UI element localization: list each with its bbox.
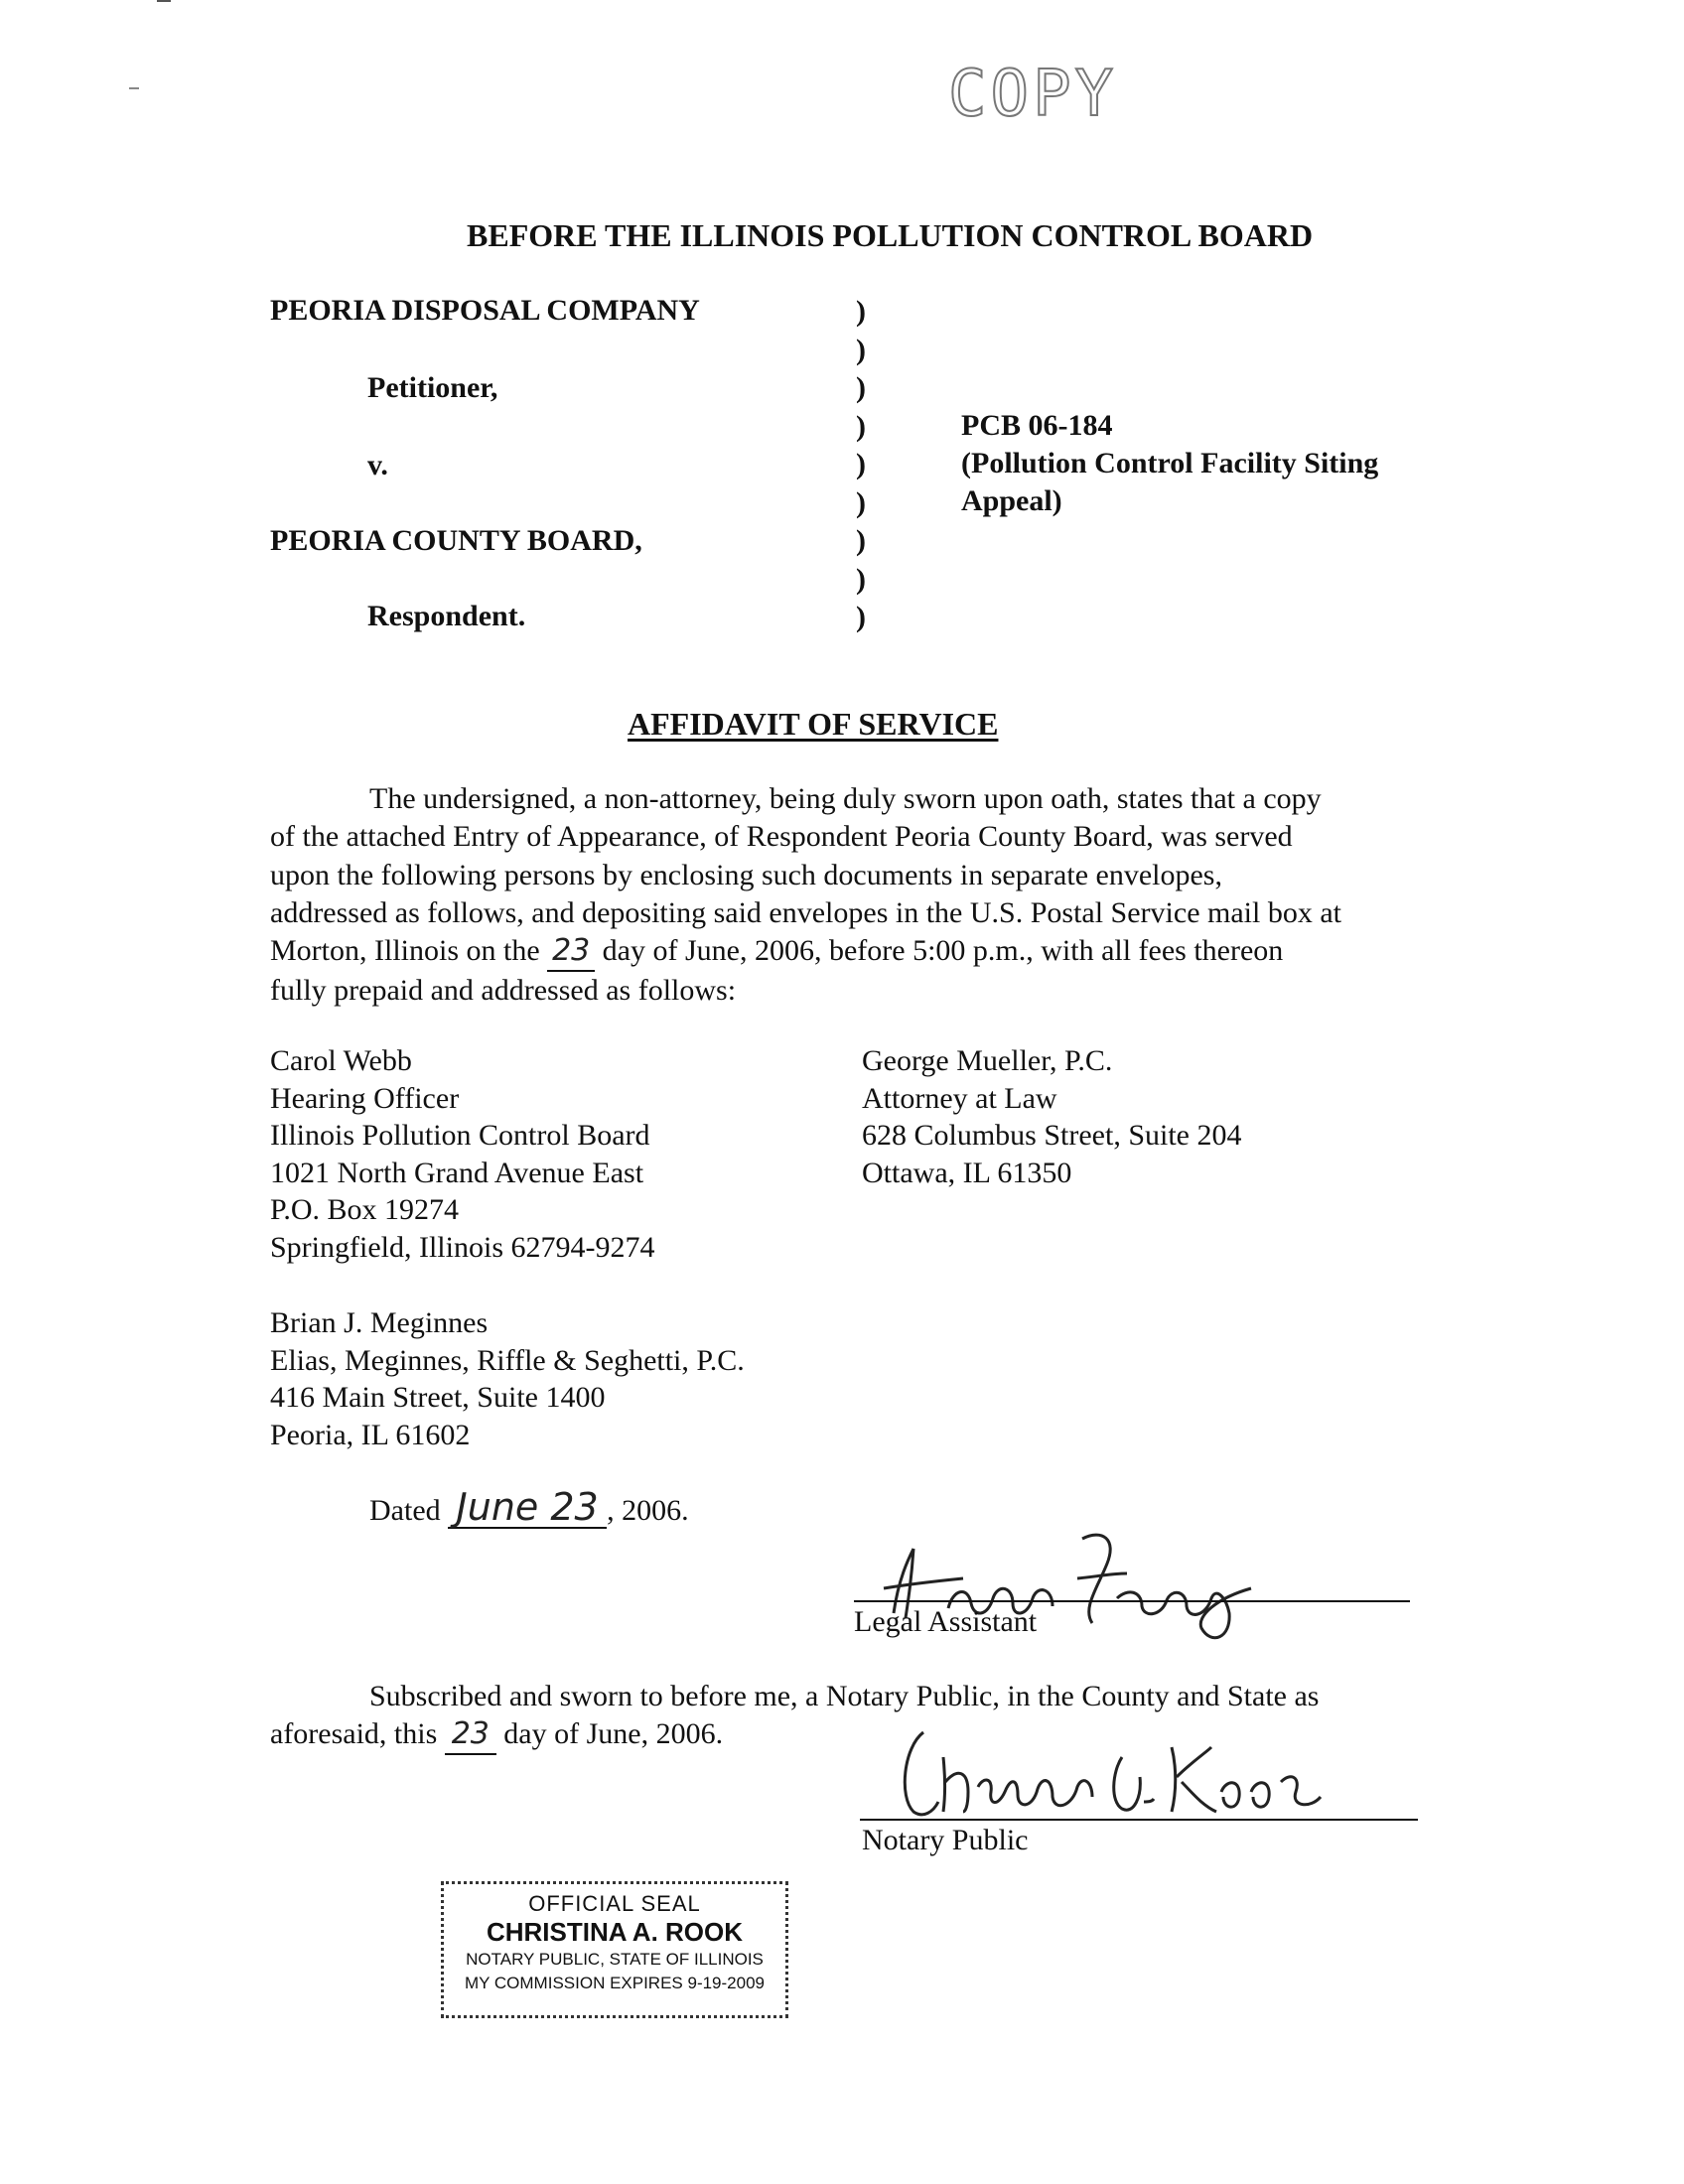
seal-heading: OFFICIAL SEAL [528, 1891, 701, 1916]
case-type-line2: Appeal) [961, 484, 1062, 517]
affidavit-body: The undersigned, a non-attorney, being duly sworn upon oath, states that a copy of the attached Entry of Appearance, of Respondent Peoria County Board, was served upon the following persons by enclosing such documents in separate envelopes, addressed as follows, and depositing said envelopes in the U.S. Postal Service mail box at Morton, Illinois on the 23 day of June, 2006, before 5:00 p.m., with all fees thereon fully prepaid and addressed as follows: [270, 782, 1341, 1008]
notary-day-handwritten: 23 [445, 1715, 496, 1755]
scan-mark [157, 0, 171, 2]
notary-signature [874, 1717, 1331, 1827]
dated-handwritten: June 23 [448, 1487, 607, 1529]
petitioner-role: Petitioner, [367, 371, 498, 404]
case-type-line1: (Pollution Control Facility Siting [961, 447, 1379, 479]
affidavit-title: AFFIDAVIT OF SERVICE [628, 706, 999, 742]
petitioner-name: PEORIA DISPOSAL COMPANY [270, 294, 700, 327]
notary-title: Notary Public [862, 1824, 1029, 1856]
caption-parentheses: ) ) ) ) ) ) ) ) ) [856, 295, 866, 633]
case-number: PCB 06-184 [961, 409, 1113, 442]
address-block-brian-meginnes: Brian J. Meginnes Elias, Meginnes, Riffle & Seghetti, P.C. 416 Main Street, Suite 1400 Peoria, IL 61602 [270, 1306, 745, 1451]
seal-expiration: MY COMMISSION EXPIRES 9-19-2009 [464, 1974, 765, 1992]
official-seal-stamp [441, 1881, 788, 2018]
respondent-name: PEORIA COUNTY BOARD, [270, 524, 642, 557]
service-day-handwritten: 23 [547, 932, 595, 972]
copy-stamp: COPY [948, 58, 1118, 131]
seal-state: NOTARY PUBLIC, STATE OF ILLINOIS [466, 1950, 764, 1969]
seal-notary-name: CHRISTINA A. ROOK [486, 1917, 744, 1947]
scan-mark [129, 87, 139, 89]
versus-label: v. [367, 449, 388, 481]
legal-assistant-title: Legal Assistant [854, 1605, 1038, 1638]
address-block-george-mueller: George Mueller, P.C. Attorney at Law 628 Columbus Street, Suite 204 Ottawa, IL 61350 [862, 1044, 1242, 1189]
dated-line: Dated June 23 , 2006. [369, 1485, 689, 1529]
address-block-carol-webb: Carol Webb Hearing Officer Illinois Pollution Control Board 1021 North Grand Avenue East P.O. Box 19274 Springfield, Illinois 62794-9274 [270, 1044, 655, 1264]
legal-assistant-signature-line [854, 1600, 1410, 1602]
notary-statement: Subscribed and sworn to before me, a Notary Public, in the County and State as aforesaid, this 23 day of June, 2006. [270, 1678, 1319, 1755]
respondent-role: Respondent. [367, 600, 526, 632]
document-heading: BEFORE THE ILLINOIS POLLUTION CONTROL BOARD [467, 217, 1314, 253]
notary-signature-line [860, 1819, 1418, 1821]
